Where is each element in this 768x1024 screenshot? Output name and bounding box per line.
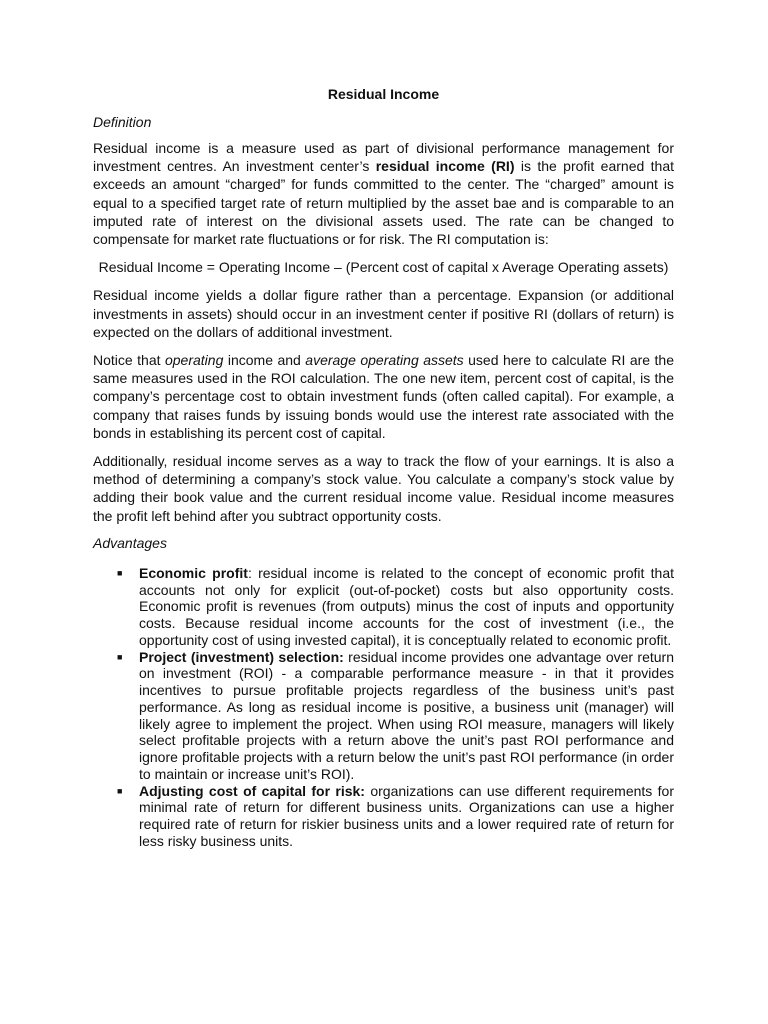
definition-heading: Definition [93, 114, 152, 130]
notice-paragraph [93, 351, 674, 442]
square-bullet-icon: ■ [117, 651, 123, 662]
notice-text-2: income and [223, 352, 306, 369]
advantage-term: Economic profit [139, 564, 248, 581]
dollar-figure-paragraph: Residual income yields a dollar figure rather than a percentage. Expansion (or additional investments in assets) should occur in an investment center if positive RI (dollars of return) is expected on the dollars of additional investment. [93, 287, 674, 340]
advantage-text: residual income provides one advantage over return on investment (ROI) - a comparable performance measure - in that it provides incentives to pursue profitable projects regardless of the business unit’s past performance. As long as residual income is positive, a business unit (manager) will likely agree to implement the project. When using ROI measure, managers will likely select profitable projects with a return above the unit’s past ROI performance and ignore profitable projects with a return below the unit’s past ROI performance (in order to maintain or increase unit’s ROI). [139, 648, 674, 782]
list-item [93, 565, 674, 649]
advantages-heading: Advantages [93, 534, 167, 551]
notice-text-1: Notice that [93, 352, 165, 369]
square-bullet-icon: ■ [117, 567, 123, 578]
advantage-text: : residual income is related to the concept of economic profit that accounts not only for explicit (out-of-pocket) costs but also opportunity costs. Economic profit is revenues (from outputs) minus the cost of inputs and opportunity costs. Because residual income accounts for the cost of investment (i.e., the opportunity cost of using invested capital), it is conceptually related to economic profit. [139, 564, 674, 648]
list-item [93, 783, 674, 850]
additionally-paragraph: Additionally, residual income serves as a way to track the flow of your earnings. It is also a method of determining a company’s stock value. You calculate a company’s stock value by adding their book value and the current residual income value. Residual income measures the profit left behind after you subtract opportunity costs. [93, 453, 674, 524]
square-bullet-icon: ■ [117, 785, 123, 796]
notice-text-3: used here to calculate RI are the same measures used in the ROI calculation. The one new item, percent cost of capital, is the company’s percentage cost to obtain investment funds (often called capital). For example, a company that raises funds by issuing bonds would use the interest rate associated with the bonds in establishing its percent cost of capital. [93, 352, 674, 441]
document-page [93, 86, 674, 850]
ri-formula: Residual Income = Operating Income – (Percent cost of capital x Average Operating assets) [98, 259, 669, 276]
average-operating-assets-term: average operating assets [305, 352, 464, 369]
operating-term: operating [164, 352, 224, 369]
document-title: Residual Income [327, 86, 440, 102]
list-item [93, 649, 674, 783]
residual-income-term: residual income (RI) [375, 158, 515, 175]
advantage-term: Adjusting cost of capital for risk: [139, 782, 365, 799]
advantage-term: Project (investment) selection: [139, 648, 344, 665]
definition-paragraph [93, 139, 674, 248]
advantages-list [93, 565, 674, 850]
advantage-text: organizations can use different requirements for minimal rate of return for different business units. Organizations can use a higher required rate of return for riskier business units and a lower required rate of return for less risky business units. [139, 782, 674, 849]
definition-text-start: Residual income is a measure used as part of divisional performance management for investment centres. An investment center’s [93, 140, 674, 175]
definition-text-end: is the profit earned that exceeds an amount “charged” for funds committed to the center. The “charged” amount is equal to a specified target rate of return multiplied by the asset bae and is comparable to an imputed rate of interest on the divisional assets used. The rate can be changed to compensate for market rate fluctuations or for risk. The RI computation is: [93, 158, 674, 248]
